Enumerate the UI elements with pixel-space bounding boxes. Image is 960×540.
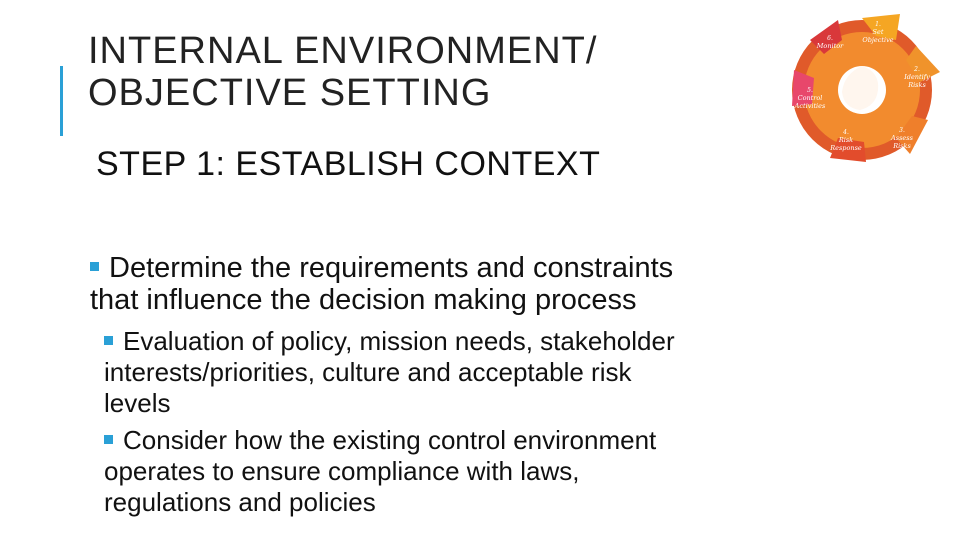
svg-text:2.: 2. <box>914 66 920 73</box>
svg-text:Set: Set <box>872 28 884 36</box>
svg-text:Risk: Risk <box>838 136 854 144</box>
bullet-3-line-3: regulations and policies <box>104 487 376 517</box>
slide-title-line-2: OBJECTIVE SETTING <box>88 72 492 114</box>
bullet-square-icon <box>90 262 99 271</box>
bullet-2-line-3: levels <box>104 388 171 418</box>
bullet-3-line-1: Consider how the existing control environment <box>123 425 657 455</box>
bullet-1-line-1: Determine the requirements and constraints <box>109 252 674 284</box>
slide-title-line-1: INTERNAL ENVIRONMENT/ <box>88 30 598 72</box>
svg-text:6.: 6. <box>827 35 833 42</box>
bullet-square-icon <box>104 435 113 444</box>
svg-text:Identify: Identify <box>904 73 930 81</box>
bullet-2-line-2: interests/priorities, culture and acceptable risk <box>104 357 632 387</box>
erm-cycle-diagram <box>780 10 945 168</box>
svg-text:1.: 1. <box>875 21 881 28</box>
svg-text:Activities: Activities <box>794 102 826 110</box>
bullet-level-1 <box>90 252 830 316</box>
bullet-level-2-evaluation <box>104 326 824 419</box>
svg-text:5.: 5. <box>807 87 813 94</box>
svg-text:Risks: Risks <box>893 142 911 150</box>
bullet-level-2-consider <box>104 425 824 518</box>
svg-text:4.: 4. <box>843 129 849 136</box>
bullet-3-line-2: operates to ensure compliance with laws, <box>104 456 580 486</box>
svg-text:Response: Response <box>830 144 862 152</box>
slide-title <box>88 30 597 114</box>
svg-text:Objective: Objective <box>862 36 894 44</box>
bullet-1-line-2: that influence the decision making process <box>90 284 637 316</box>
svg-text:Risks: Risks <box>908 81 926 89</box>
bullet-2-line-1: Evaluation of policy, mission needs, stakeholder <box>123 326 675 356</box>
bullet-square-icon <box>104 336 113 345</box>
svg-text:Control: Control <box>797 94 823 102</box>
title-accent-bar <box>60 66 63 136</box>
svg-text:3.: 3. <box>899 127 905 134</box>
svg-text:Assess: Assess <box>891 134 913 142</box>
svg-text:Monitor: Monitor <box>816 42 844 50</box>
slide-subtitle: STEP 1: ESTABLISH CONTEXT <box>96 145 601 183</box>
